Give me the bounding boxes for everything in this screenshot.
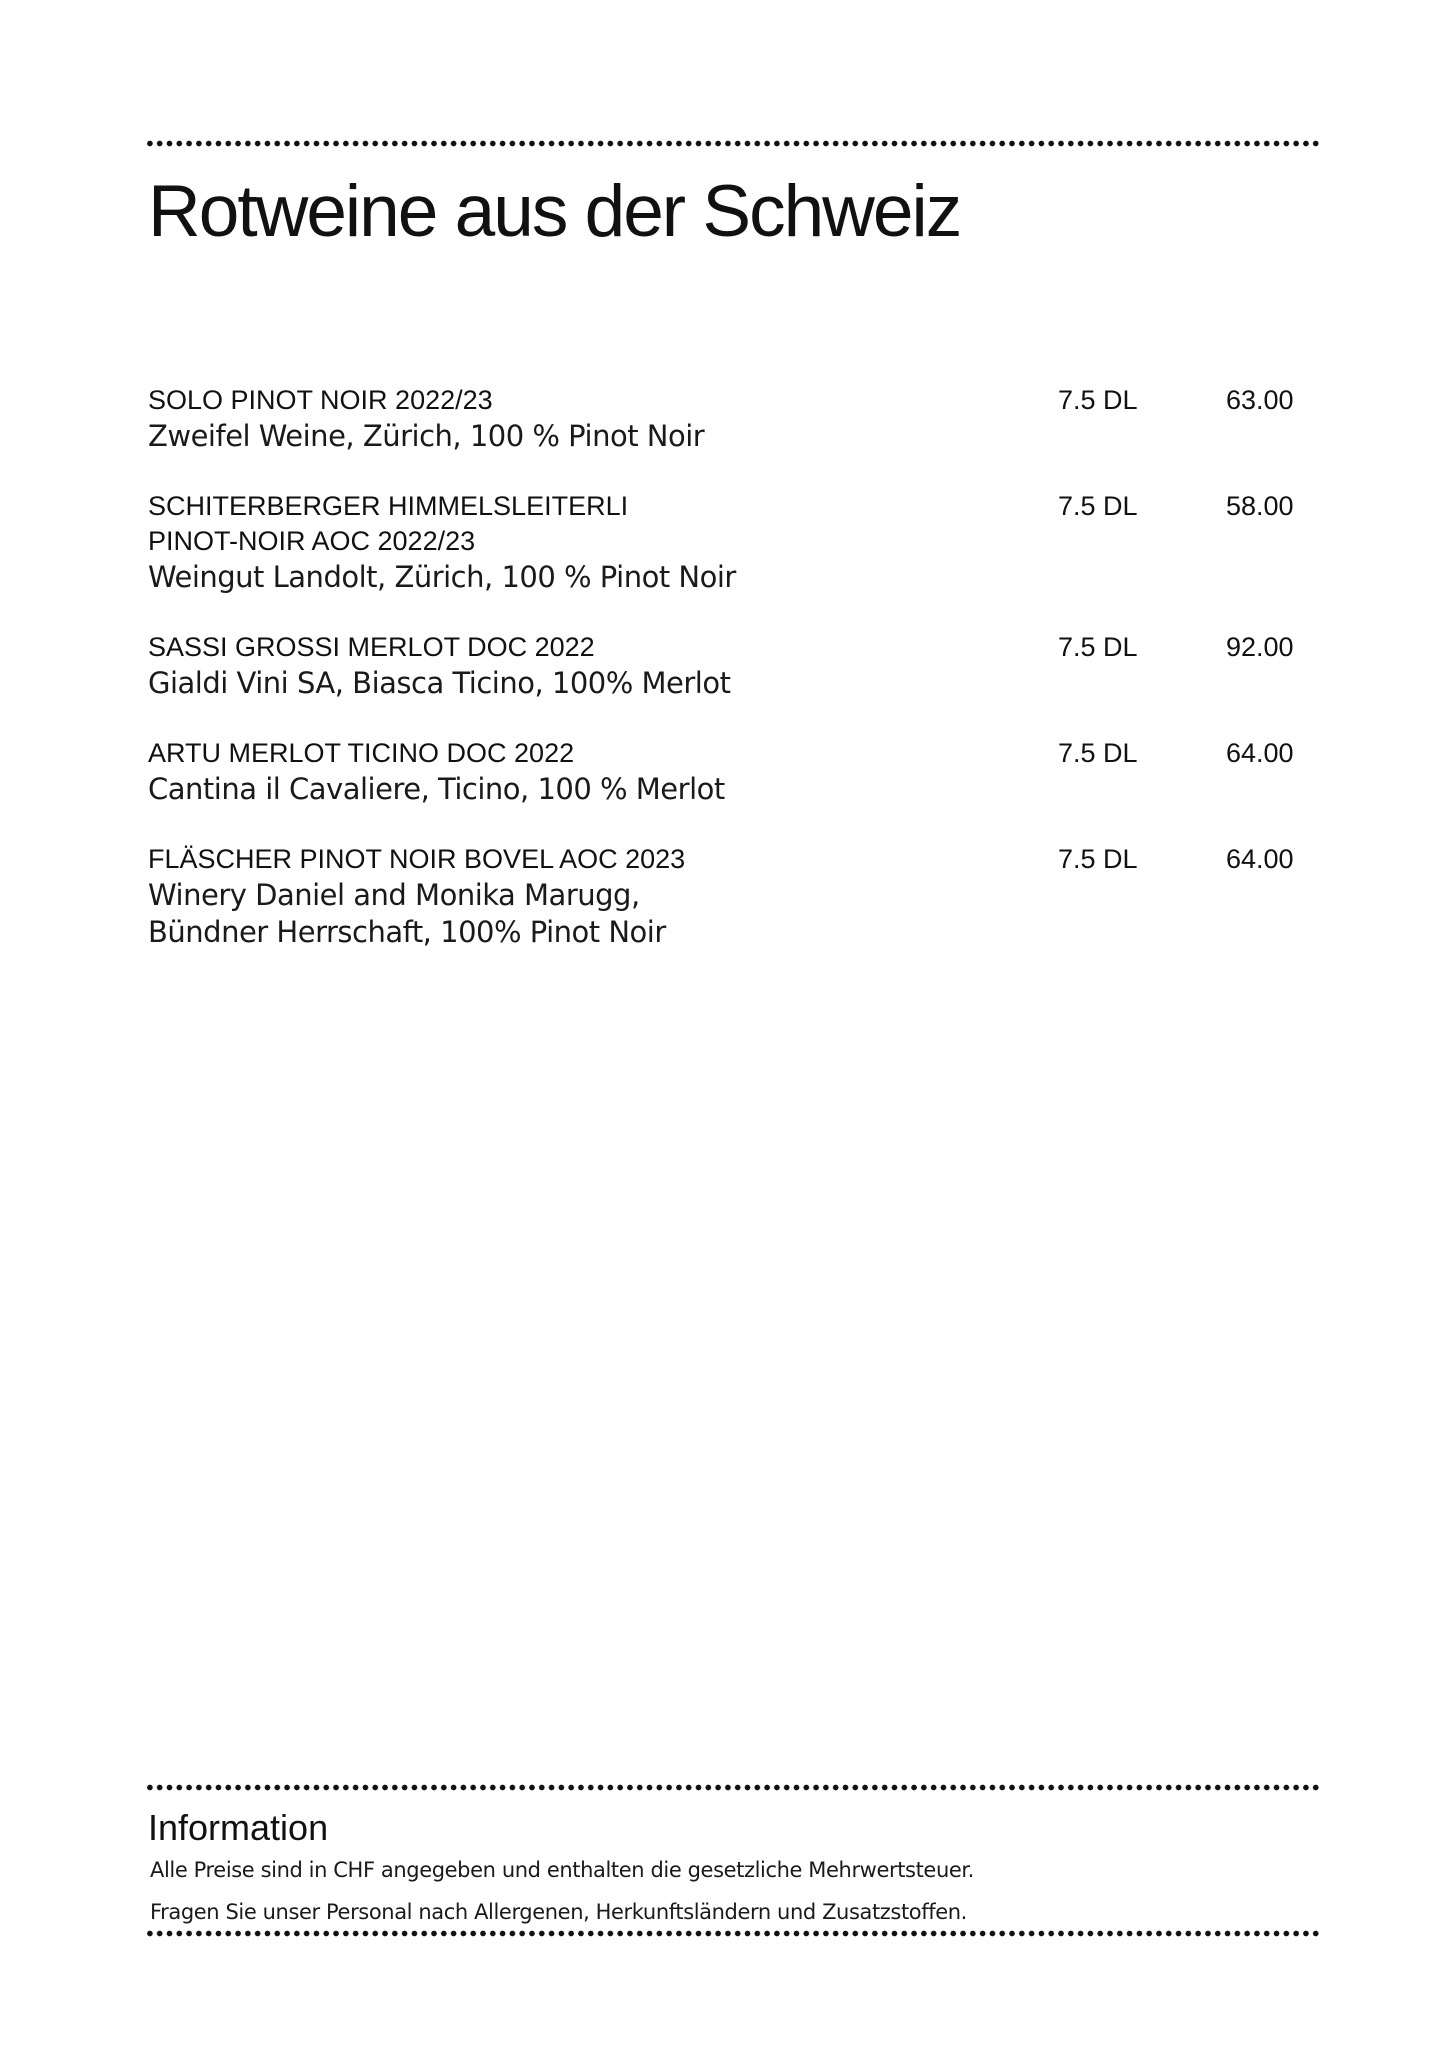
- info-top-dotted-divider: [145, 1784, 1322, 1791]
- wine-item: [148, 842, 1298, 951]
- wine-price: 92.00: [1226, 632, 1294, 662]
- top-dotted-divider: [145, 140, 1322, 147]
- wine-name-line: ARTU MERLOT TICINO DOC 2022: [148, 738, 575, 768]
- wine-description-line: Weingut Landolt, Zürich, 100 % Pinot Noir: [148, 560, 736, 594]
- info-allergen-note: Fragen Sie unser Personal nach Allergenen, Herkunftsländern und Zusatzstoffen.: [150, 1900, 967, 1924]
- wine-description: [148, 877, 1298, 951]
- wine-price: 58.00: [1226, 491, 1294, 521]
- wine-name-line: SASSI GROSSI MERLOT DOC 2022: [148, 632, 595, 662]
- wine-description-line: Bündner Herrschaft, 100% Pinot Noir: [148, 915, 666, 949]
- wine-name: [148, 630, 1028, 665]
- wine-name: [148, 736, 1028, 771]
- wine-size: 7.5 DL: [1058, 491, 1138, 521]
- wine-size: 7.5 DL: [1058, 844, 1138, 874]
- wine-description: [148, 665, 1298, 702]
- page-title: Rotweine aus der Schweiz: [148, 171, 961, 252]
- wine-name: [148, 842, 1028, 877]
- wine-price: 64.00: [1226, 844, 1294, 874]
- wine-item: [148, 383, 1298, 455]
- wine-size: 7.5 DL: [1058, 632, 1138, 662]
- wine-list: [148, 383, 1298, 985]
- info-heading: Information: [148, 1807, 329, 1848]
- wine-price: 64.00: [1226, 738, 1294, 768]
- bottom-dotted-divider: [145, 1930, 1322, 1937]
- wine-description-line: Zweifel Weine, Zürich, 100 % Pinot Noir: [148, 419, 705, 453]
- wine-name-line: FLÄSCHER PINOT NOIR BOVEL AOC 2023: [148, 844, 686, 874]
- wine-item: [148, 630, 1298, 702]
- wine-name-line: SOLO PINOT NOIR 2022/23: [148, 385, 493, 415]
- wine-description-line: Cantina il Cavaliere, Ticino, 100 % Merlot: [148, 772, 725, 806]
- wine-name: [148, 383, 1028, 418]
- wine-name: [148, 489, 1028, 559]
- wine-item: [148, 489, 1298, 596]
- wine-description-line: Gialdi Vini SA, Biasca Ticino, 100% Merlot: [148, 666, 731, 700]
- wine-description: [148, 418, 1298, 455]
- info-vat-note: Alle Preise sind in CHF angegeben und enthalten die gesetzliche Mehrwertsteuer.: [150, 1858, 974, 1882]
- wine-item: [148, 736, 1298, 808]
- wine-description: [148, 771, 1298, 808]
- wine-name-line: PINOT-NOIR AOC 2022/23: [148, 526, 476, 556]
- wine-price: 63.00: [1226, 385, 1294, 415]
- wine-description-line: Winery Daniel and Monika Marugg,: [148, 878, 640, 912]
- wine-size: 7.5 DL: [1058, 385, 1138, 415]
- wine-size: 7.5 DL: [1058, 738, 1138, 768]
- wine-name-line: SCHITERBERGER HIMMELSLEITERLI: [148, 491, 629, 521]
- wine-description: [148, 559, 1298, 596]
